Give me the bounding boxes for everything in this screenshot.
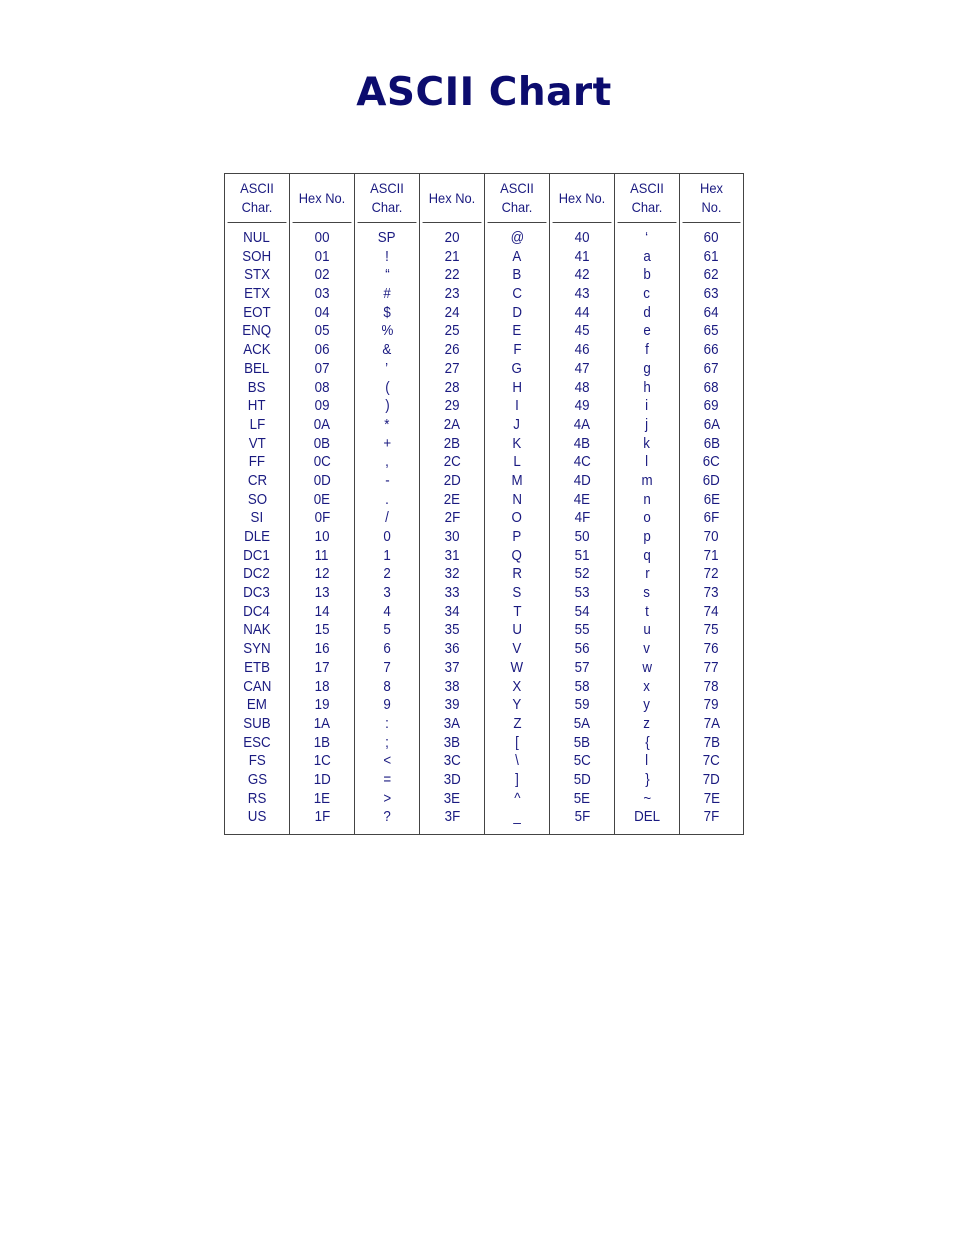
hex-value-cell: 4A	[573, 416, 591, 433]
hex-value-cell: 18	[314, 678, 330, 695]
hex-value-cell: 21	[444, 248, 460, 265]
ascii-char-cell: RS	[247, 790, 267, 807]
hex-value-cell: 2D	[443, 472, 461, 489]
ascii-char-cell: [	[515, 734, 519, 751]
hex-value-cell: 3D	[443, 771, 461, 788]
hex-value-cell: 62	[704, 267, 719, 284]
column-header: ASCII Char.	[358, 174, 417, 223]
hex-value-cell: 33	[444, 585, 460, 602]
hex-value-cell: 0E	[313, 491, 331, 508]
hex-value-cell: 11	[315, 547, 329, 564]
hex-value-cell: 00	[314, 230, 330, 246]
hex-value-cell: 44	[574, 304, 590, 321]
hex-value-cell: 1B	[313, 734, 331, 751]
hex-value-cell: 6D	[702, 472, 721, 489]
ascii-char-cell: 8	[383, 678, 391, 695]
ascii-char-cell: SYN	[243, 641, 271, 658]
hex-value-cell: 7C	[702, 753, 721, 770]
hex-value-cell: 06	[314, 342, 330, 359]
ascii-char-cell: J	[513, 416, 521, 433]
ascii-char-cell: C	[512, 286, 522, 303]
ascii-char-cell: G	[511, 360, 523, 377]
hex-value-cell: 58	[574, 678, 590, 695]
ascii-char-cell: SI	[250, 510, 264, 527]
hex-value-cell: 5E	[573, 790, 591, 807]
column-1-char	[225, 174, 290, 834]
hex-value-cell: 37	[444, 659, 460, 676]
hex-value-cell: 0C	[313, 454, 331, 471]
ascii-char-cell: q	[643, 547, 651, 564]
ascii-char-cell: ETB	[244, 659, 270, 676]
ascii-char-cell: <	[383, 753, 391, 770]
ascii-char-cell: E	[512, 323, 522, 340]
hex-value-cell: 2E	[443, 491, 461, 508]
hex-value-cell: 15	[314, 622, 330, 639]
hex-value-cell: 28	[444, 379, 460, 396]
ascii-char-cell: ,	[385, 454, 389, 471]
hex-value-cell: 49	[574, 398, 590, 415]
hex-value-cell: 54	[574, 603, 590, 620]
column-body	[225, 223, 289, 827]
column-body	[615, 223, 679, 827]
ascii-char-cell: LF	[249, 416, 265, 433]
ascii-char-cell: n	[643, 491, 651, 508]
hex-value-cell: 67	[704, 360, 719, 377]
hex-value-cell: 4C	[573, 454, 591, 471]
column-7-char	[615, 174, 680, 834]
hex-value-cell: 6B	[703, 435, 720, 452]
hex-value-cell: 1E	[313, 790, 331, 807]
hex-value-cell: 25	[444, 323, 460, 340]
ascii-char-cell: .	[385, 491, 389, 508]
ascii-char-cell: CR	[247, 472, 267, 489]
hex-value-cell: 4D	[573, 472, 591, 489]
hex-value-cell: 23	[444, 286, 460, 303]
column-3-char	[355, 174, 420, 834]
hex-value-cell: 69	[704, 398, 719, 415]
ascii-char-cell: l	[645, 454, 649, 471]
column-header: ASCII Char.	[228, 174, 287, 223]
column-8-hex	[680, 174, 743, 834]
ascii-char-cell: 9	[383, 697, 391, 714]
ascii-char-cell: Q	[511, 547, 523, 564]
hex-value-cell: 32	[444, 566, 460, 583]
hex-value-cell: 22	[444, 267, 460, 284]
hex-value-cell: 2B	[443, 435, 461, 452]
ascii-char-cell: DEL	[634, 809, 660, 826]
hex-value-cell: 6F	[703, 510, 720, 527]
ascii-char-cell: CAN	[242, 678, 272, 695]
ascii-char-cell: }	[644, 771, 650, 788]
ascii-char-cell: ?	[383, 809, 391, 826]
ascii-char-cell: _	[513, 809, 521, 826]
hex-value-cell: 4F	[574, 510, 590, 527]
hex-value-cell: 24	[444, 304, 460, 321]
ascii-char-cell: BS	[248, 379, 266, 396]
ascii-char-cell: U	[512, 622, 522, 639]
hex-value-cell: 01	[314, 248, 330, 265]
ascii-char-cell: #	[383, 286, 391, 303]
ascii-char-cell: @	[510, 230, 524, 246]
hex-value-cell: 2C	[443, 454, 461, 471]
ascii-char-cell: H	[512, 379, 522, 396]
hex-value-cell: 0D	[313, 472, 331, 489]
hex-value-cell: 63	[704, 286, 719, 303]
hex-value-cell: 41	[574, 248, 590, 265]
hex-value-cell: 2F	[444, 510, 460, 527]
hex-value-cell: 3F	[444, 809, 460, 826]
hex-value-cell: 07	[314, 360, 330, 377]
ascii-char-cell: US	[247, 809, 267, 826]
ascii-char-cell: N	[512, 491, 522, 508]
hex-value-cell: 16	[314, 641, 330, 658]
ascii-char-cell: ETX	[244, 286, 270, 303]
ascii-char-cell: 0	[383, 529, 391, 545]
ascii-char-cell: =	[383, 771, 391, 788]
hex-value-cell: 65	[704, 323, 719, 340]
hex-value-cell: 66	[704, 342, 719, 359]
hex-value-cell: 6A	[703, 416, 720, 433]
column-body	[550, 223, 614, 827]
hex-value-cell: 2A	[443, 416, 461, 433]
ascii-char-cell: c	[643, 286, 651, 303]
ascii-char-cell: j	[645, 416, 649, 433]
hex-value-cell: 47	[574, 360, 590, 377]
hex-value-cell: 27	[444, 360, 460, 377]
ascii-char-cell: +	[383, 435, 391, 452]
ascii-char-cell: B	[512, 267, 522, 284]
ascii-char-cell: 2	[383, 566, 391, 583]
hex-value-cell: 51	[574, 547, 590, 564]
column-body	[680, 223, 743, 827]
hex-value-cell: 46	[574, 342, 590, 359]
hex-value-cell: 5B	[573, 734, 591, 751]
hex-value-cell: 3C	[443, 753, 461, 770]
ascii-chart-table	[224, 173, 744, 835]
column-5-char	[485, 174, 550, 834]
hex-value-cell: 34	[444, 603, 460, 620]
ascii-char-cell: STX	[244, 267, 270, 284]
hex-value-cell: 3A	[443, 715, 461, 732]
hex-value-cell: 75	[704, 622, 719, 639]
column-6-hex	[550, 174, 615, 834]
ascii-char-cell: ]	[515, 771, 519, 788]
ascii-char-cell: {	[644, 734, 650, 751]
ascii-char-cell: ~	[643, 790, 651, 807]
hex-value-cell: 13	[314, 585, 330, 602]
ascii-char-cell: W	[510, 659, 524, 676]
ascii-char-cell: t	[645, 603, 649, 620]
ascii-char-cell: $	[383, 304, 391, 321]
hex-value-cell: 73	[704, 585, 719, 602]
column-4-hex	[420, 174, 485, 834]
ascii-char-cell: e	[643, 323, 651, 340]
ascii-char-cell: ^	[513, 790, 521, 807]
ascii-char-cell: M	[511, 472, 523, 489]
ascii-char-cell: i	[645, 398, 649, 415]
ascii-char-cell: P	[512, 529, 522, 545]
ascii-char-cell: FS	[248, 753, 266, 770]
hex-value-cell: 60	[704, 230, 719, 246]
hex-value-cell: 77	[704, 659, 719, 676]
ascii-char-cell: ACK	[243, 342, 271, 359]
ascii-char-cell: 5	[383, 622, 391, 639]
hex-value-cell: 7D	[702, 771, 721, 788]
hex-value-cell: 12	[314, 566, 330, 583]
ascii-char-cell: s	[643, 585, 651, 602]
hex-value-cell: 7F	[703, 809, 720, 826]
hex-value-cell: 1C	[313, 753, 331, 770]
ascii-char-cell: O	[511, 510, 523, 527]
hex-value-cell: 0B	[313, 435, 331, 452]
hex-value-cell: 35	[444, 622, 460, 639]
ascii-char-cell: d	[643, 304, 651, 321]
hex-value-cell: 36	[444, 641, 460, 658]
hex-value-cell: 78	[704, 678, 719, 695]
ascii-char-cell: 6	[383, 641, 391, 658]
ascii-char-cell: >	[383, 790, 391, 807]
ascii-char-cell: o	[643, 510, 651, 527]
hex-value-cell: 26	[444, 342, 460, 359]
hex-value-cell: 03	[314, 286, 330, 303]
ascii-char-cell: l	[645, 753, 649, 770]
ascii-char-cell: h	[643, 379, 651, 396]
ascii-char-cell: DC3	[243, 585, 271, 602]
ascii-char-cell: f	[645, 342, 649, 359]
column-body	[290, 223, 354, 827]
ascii-char-cell: v	[643, 641, 651, 658]
hex-value-cell: 04	[314, 304, 330, 321]
ascii-char-cell: g	[643, 360, 651, 377]
hex-value-cell: 70	[704, 529, 719, 545]
ascii-char-cell: /	[385, 510, 389, 527]
ascii-char-cell: 4	[383, 603, 391, 620]
ascii-char-cell: R	[512, 566, 522, 583]
hex-value-cell: 5F	[574, 809, 590, 826]
hex-value-cell: 1F	[314, 809, 330, 826]
hex-value-cell: 53	[574, 585, 590, 602]
ascii-char-cell: I	[515, 398, 519, 415]
ascii-char-cell: EOT	[243, 304, 271, 321]
hex-value-cell: 6E	[703, 491, 720, 508]
hex-value-cell: 55	[574, 622, 590, 639]
hex-value-cell: 71	[704, 547, 719, 564]
ascii-char-cell: z	[643, 715, 651, 732]
ascii-char-cell: )	[384, 398, 390, 415]
hex-value-cell: 50	[574, 529, 590, 545]
ascii-char-cell: SO	[247, 491, 267, 508]
ascii-char-cell: DC2	[243, 566, 271, 583]
ascii-char-cell: r	[644, 566, 650, 583]
ascii-char-cell: HT	[248, 398, 266, 415]
hex-value-cell: 02	[314, 267, 330, 284]
column-header: Hex No.	[683, 174, 741, 223]
hex-value-cell: 74	[704, 603, 719, 620]
column-body	[485, 223, 549, 827]
hex-value-cell: 5D	[573, 771, 591, 788]
hex-value-cell: 7B	[703, 734, 720, 751]
hex-value-cell: 48	[574, 379, 590, 396]
hex-value-cell: 5C	[573, 753, 591, 770]
ascii-char-cell: m	[641, 472, 653, 489]
hex-value-cell: 59	[574, 697, 590, 714]
ascii-char-cell: !	[385, 248, 389, 265]
hex-value-cell: 43	[574, 286, 590, 303]
hex-value-cell: 17	[314, 659, 330, 676]
ascii-char-cell: BEL	[244, 360, 270, 377]
ascii-char-cell: 7	[383, 659, 391, 676]
ascii-char-cell: DC4	[243, 603, 271, 620]
column-header: ASCII Char.	[488, 174, 547, 223]
ascii-char-cell: k	[643, 435, 651, 452]
ascii-char-cell: X	[512, 678, 522, 695]
column-2-hex	[290, 174, 355, 834]
ascii-char-cell: -	[384, 472, 390, 489]
hex-value-cell: 5A	[573, 715, 591, 732]
hex-value-cell: 1A	[313, 715, 331, 732]
hex-value-cell: 42	[574, 267, 590, 284]
ascii-char-cell: p	[643, 529, 651, 545]
ascii-char-cell: K	[512, 435, 522, 452]
hex-value-cell: 7E	[703, 790, 720, 807]
ascii-char-cell: SOH	[242, 248, 272, 265]
ascii-char-cell: VT	[248, 435, 266, 452]
ascii-char-cell: 1	[383, 547, 391, 564]
hex-value-cell: 05	[314, 323, 330, 340]
column-header: Hex No.	[553, 174, 612, 223]
ascii-char-cell: EM	[246, 697, 268, 714]
hex-value-cell: 3B	[443, 734, 461, 751]
ascii-char-cell: ENQ	[242, 323, 272, 340]
hex-value-cell: 57	[574, 659, 590, 676]
ascii-char-cell: ESC	[243, 734, 271, 751]
ascii-char-cell: L	[513, 454, 521, 471]
ascii-char-cell: F	[512, 342, 522, 359]
hex-value-cell: 72	[704, 566, 719, 583]
ascii-char-cell: u	[643, 622, 651, 639]
ascii-char-cell: A	[512, 248, 522, 265]
column-body	[420, 223, 484, 827]
hex-value-cell: 20	[444, 230, 460, 246]
hex-value-cell: 0A	[313, 416, 331, 433]
ascii-char-cell: V	[512, 641, 522, 658]
ascii-char-cell: SUB	[243, 715, 271, 732]
ascii-char-cell: &	[382, 342, 392, 359]
ascii-char-cell: :	[385, 715, 389, 732]
ascii-char-cell: \	[515, 753, 519, 770]
hex-value-cell: 09	[314, 398, 330, 415]
hex-value-cell: 79	[704, 697, 719, 714]
ascii-char-cell: FF	[248, 454, 266, 471]
hex-value-cell: 29	[444, 398, 460, 415]
hex-value-cell: 45	[574, 323, 590, 340]
hex-value-cell: 61	[704, 248, 719, 265]
ascii-char-cell: SP	[378, 230, 396, 246]
ascii-char-cell: GS	[247, 771, 267, 788]
hex-value-cell: 30	[444, 529, 460, 545]
hex-value-cell: 64	[704, 304, 719, 321]
hex-value-cell: 6C	[702, 454, 721, 471]
column-header: Hex No.	[293, 174, 352, 223]
ascii-char-cell: NUL	[243, 230, 271, 246]
ascii-char-cell: (	[384, 379, 390, 396]
hex-value-cell: 4E	[573, 491, 591, 508]
hex-value-cell: 4B	[573, 435, 591, 452]
hex-value-cell: 38	[444, 678, 460, 695]
ascii-char-cell: w	[642, 659, 652, 676]
ascii-char-cell: Y	[512, 697, 522, 714]
hex-value-cell: 39	[444, 697, 460, 714]
hex-value-cell: 19	[314, 697, 330, 714]
hex-value-cell: 31	[444, 547, 460, 564]
column-header: Hex No.	[423, 174, 482, 223]
column-body	[355, 223, 419, 827]
ascii-char-cell: ’	[385, 360, 389, 377]
hex-value-cell: 08	[314, 379, 330, 396]
hex-value-cell: 76	[704, 641, 719, 658]
page-title: ASCII Chart	[356, 70, 612, 115]
ascii-char-cell: x	[643, 678, 651, 695]
ascii-char-cell: DLE	[244, 529, 270, 545]
column-header: ASCII Char.	[618, 174, 677, 223]
hex-value-cell: 14	[314, 603, 330, 620]
ascii-char-cell: “	[384, 267, 390, 284]
ascii-char-cell: *	[384, 416, 390, 433]
ascii-char-cell: b	[643, 267, 651, 284]
ascii-char-cell: %	[381, 323, 393, 340]
ascii-char-cell: DC1	[243, 547, 271, 564]
hex-value-cell: 1D	[313, 771, 331, 788]
hex-value-cell: 10	[314, 529, 330, 545]
ascii-char-cell: T	[512, 603, 522, 620]
ascii-char-cell: a	[643, 248, 651, 265]
hex-value-cell: 68	[704, 379, 719, 396]
ascii-char-cell: ;	[385, 734, 389, 751]
hex-value-cell: 56	[574, 641, 590, 658]
hex-value-cell: 40	[574, 230, 590, 246]
ascii-char-cell: y	[643, 697, 651, 714]
hex-value-cell: 52	[574, 566, 590, 583]
hex-value-cell: 7A	[703, 715, 720, 732]
ascii-char-cell: ‘	[645, 230, 649, 246]
ascii-char-cell: Z	[512, 715, 522, 732]
ascii-char-cell: 3	[383, 585, 391, 602]
hex-value-cell: 0F	[314, 510, 330, 527]
hex-value-cell: 3E	[443, 790, 461, 807]
ascii-char-cell: D	[512, 304, 522, 321]
ascii-char-cell: NAK	[243, 622, 271, 639]
ascii-char-cell: S	[512, 585, 522, 602]
